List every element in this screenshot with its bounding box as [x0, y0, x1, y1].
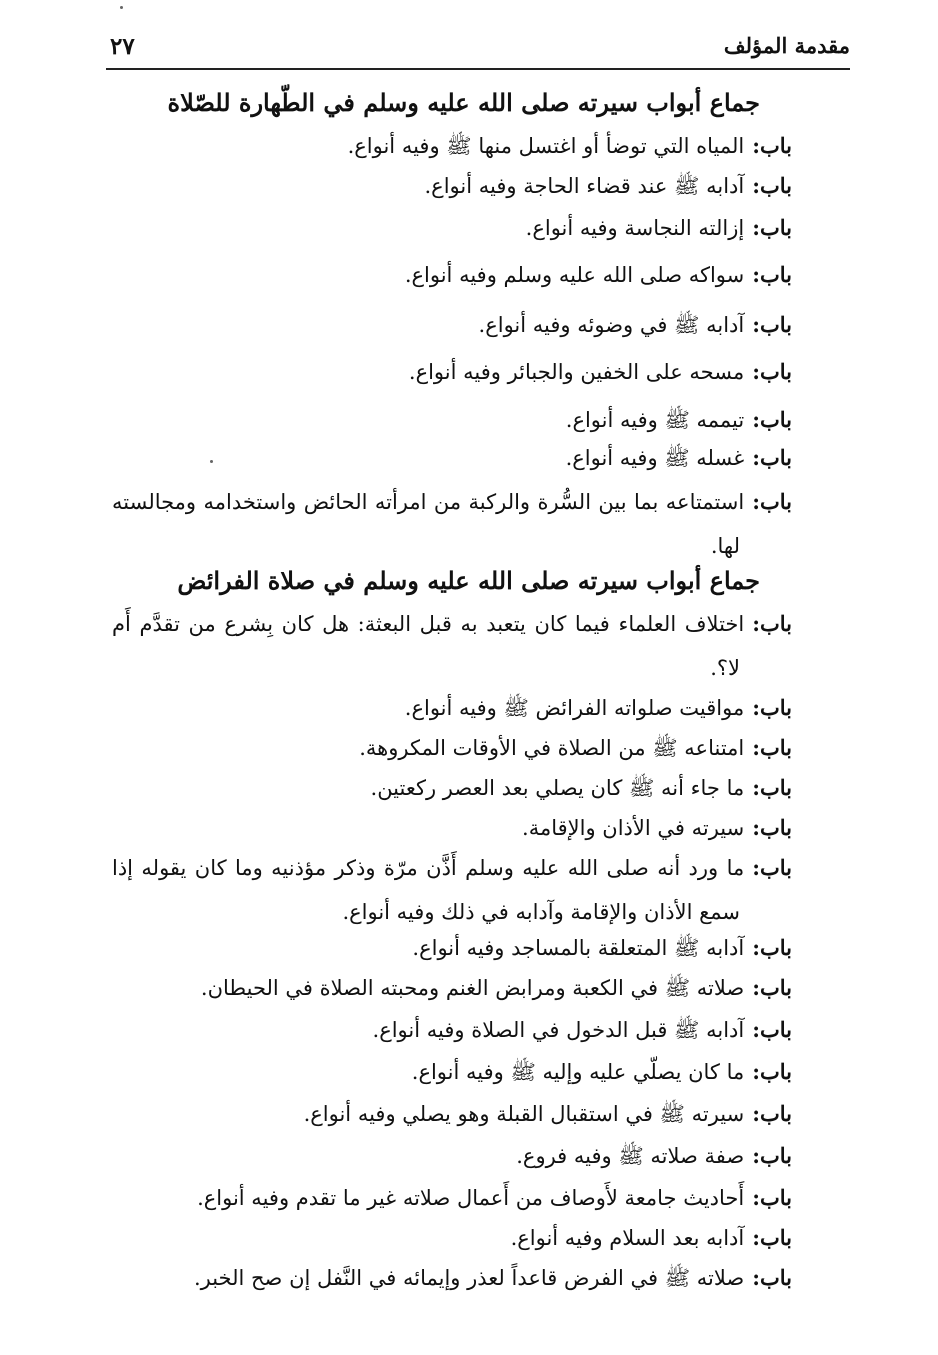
chapter-entry-multiline	[112, 480, 792, 568]
chapter-entry	[112, 206, 792, 250]
chapter-label: باب:	[752, 262, 792, 287]
chapter-entry	[112, 1008, 792, 1052]
chapter-label: باب:	[752, 215, 792, 240]
chapter-entry	[112, 926, 792, 970]
chapter-entry	[112, 164, 792, 208]
chapter-label: باب:	[752, 775, 792, 800]
chapter-label: باب:	[752, 1017, 792, 1042]
chapter-entry	[112, 124, 792, 168]
chapter-label: باب:	[752, 359, 792, 384]
chapter-label: باب:	[752, 312, 792, 337]
chapter-label: باب:	[752, 1185, 792, 1210]
section-heading-purification: جماع أبواب سيرته صلى الله عليه وسلم في الطّهارة للصّلاة	[167, 88, 760, 117]
chapter-label: باب:	[752, 1265, 792, 1290]
chapter-entry	[112, 436, 792, 480]
chapter-entry	[112, 686, 792, 730]
chapter-text: مواقيت صلواته الفرائض ﷺ وفيه أنواع.	[404, 696, 745, 720]
chapter-label: باب:	[752, 1101, 792, 1126]
chapter-label: باب:	[752, 407, 792, 432]
chapter-entry	[112, 966, 792, 1010]
chapter-entry	[112, 1256, 792, 1300]
chapter-text: آدابه ﷺ قبل الدخول في الصلاة وفيه أنواع.	[372, 1018, 745, 1042]
chapter-label: باب:	[752, 445, 792, 470]
chapter-text-line2: لها.	[710, 534, 740, 558]
chapter-text: آدابه ﷺ في وضوئه وفيه أنواع.	[478, 313, 745, 337]
chapter-entry	[112, 1176, 792, 1220]
chapter-text: غسله ﷺ وفيه أنواع.	[565, 446, 745, 470]
chapter-text: صلاته ﷺ في الفرض قاعداً لعذر وإيمائه في النَّفل إن صح الخبر.	[193, 1266, 745, 1290]
chapter-text-line1: استمتاعه بما بين السُّرة والركبة من امرأته الحائض واستخدامه ومجالسته	[112, 490, 745, 514]
chapter-text: ما جاء أنه ﷺ كان يصلي بعد العصر ركعتين.	[370, 776, 745, 800]
chapter-label: باب:	[752, 935, 792, 960]
chapter-text: امتناعه ﷺ من الصلاة في الأوقات المكروهة.	[359, 736, 745, 760]
chapter-text: صفة صلاته ﷺ وفيه فروع.	[516, 1144, 745, 1168]
chapter-text: سواكه صلى الله عليه وسلم وفيه أنواع.	[404, 263, 745, 287]
chapter-label: باب:	[752, 1059, 792, 1084]
chapter-entry	[112, 726, 792, 770]
chapter-entry	[112, 1134, 792, 1178]
chapter-entry	[112, 350, 792, 394]
chapter-entry	[112, 303, 792, 347]
chapter-text: سيرته ﷺ في استقبال القبلة وهو يصلي وفيه أنواع.	[303, 1102, 745, 1126]
chapter-entry-multiline	[112, 602, 792, 690]
chapter-text: سيرته في الأذان والإقامة.	[522, 816, 745, 840]
chapter-label: باب:	[752, 1225, 792, 1250]
chapter-text-line2: سمع الأذان والإقامة وآدابه في ذلك وفيه أنواع.	[342, 900, 740, 924]
chapter-label: باب:	[752, 489, 792, 514]
chapter-entry	[112, 1050, 792, 1094]
section-heading-obligatory-prayers: جماع أبواب سيرته صلى الله عليه وسلم في صلاة الفرائض	[177, 566, 760, 595]
scan-speck	[210, 460, 213, 463]
chapter-text-line1: اختلاف العلماء فيما كان يتعبد به قبل البعثة: هل كان بِشرع من تقدَّم أَم	[112, 612, 745, 636]
chapter-text-line1: ما ورد أنه صلى الله عليه وسلم أَذَّن مرّة وذكر مؤذنيه وما كان يقوله إذا	[112, 856, 745, 880]
chapter-label: باب:	[752, 133, 792, 158]
chapter-label: باب:	[752, 611, 792, 636]
chapter-entry	[112, 806, 792, 850]
header-rule	[106, 68, 850, 70]
chapter-label: باب:	[752, 735, 792, 760]
chapter-text-line2: لا؟.	[710, 656, 740, 680]
chapter-text: آدابه ﷺ المتعلقة بالمساجد وفيه أنواع.	[412, 936, 745, 960]
chapter-text: المياه التي توضأ أو اغتسل منها ﷺ وفيه أنواع.	[347, 134, 745, 158]
chapter-label: باب:	[752, 815, 792, 840]
chapter-text: ما كان يصلّي عليه وإليه ﷺ وفيه أنواع.	[411, 1060, 745, 1084]
chapter-text: مسحه على الخفين والجبائر وفيه أنواع.	[408, 360, 745, 384]
scan-speck	[120, 6, 123, 9]
chapter-entry	[112, 253, 792, 297]
chapter-label: باب:	[752, 975, 792, 1000]
chapter-label: باب:	[752, 695, 792, 720]
chapter-entry	[112, 766, 792, 810]
chapter-text: تيممه ﷺ وفيه أنواع.	[565, 408, 745, 432]
chapter-text: آدابه بعد السلام وفيه أنواع.	[510, 1226, 745, 1250]
chapter-text: صلاته ﷺ في الكعبة ومرابض الغنم ومحبته الصلاة في الحيطان.	[200, 976, 745, 1000]
chapter-entry-multiline	[112, 846, 792, 934]
chapter-label: باب:	[752, 855, 792, 880]
chapter-text: أَحاديث جامعة لأَوصاف من أَعمال صلاته غير ما تقدم وفيه أنواع.	[197, 1186, 745, 1210]
page-number: ٢٧	[110, 33, 135, 60]
chapter-text: آدابه ﷺ عند قضاء الحاجة وفيه أنواع.	[424, 174, 745, 198]
chapter-text: إزالته النجاسة وفيه أنواع.	[525, 216, 745, 240]
chapter-label: باب:	[752, 173, 792, 198]
chapter-entry	[112, 1092, 792, 1136]
running-header-title: مقدمة المؤلف	[723, 33, 850, 58]
chapter-entry	[112, 1216, 792, 1260]
chapter-label: باب:	[752, 1143, 792, 1168]
